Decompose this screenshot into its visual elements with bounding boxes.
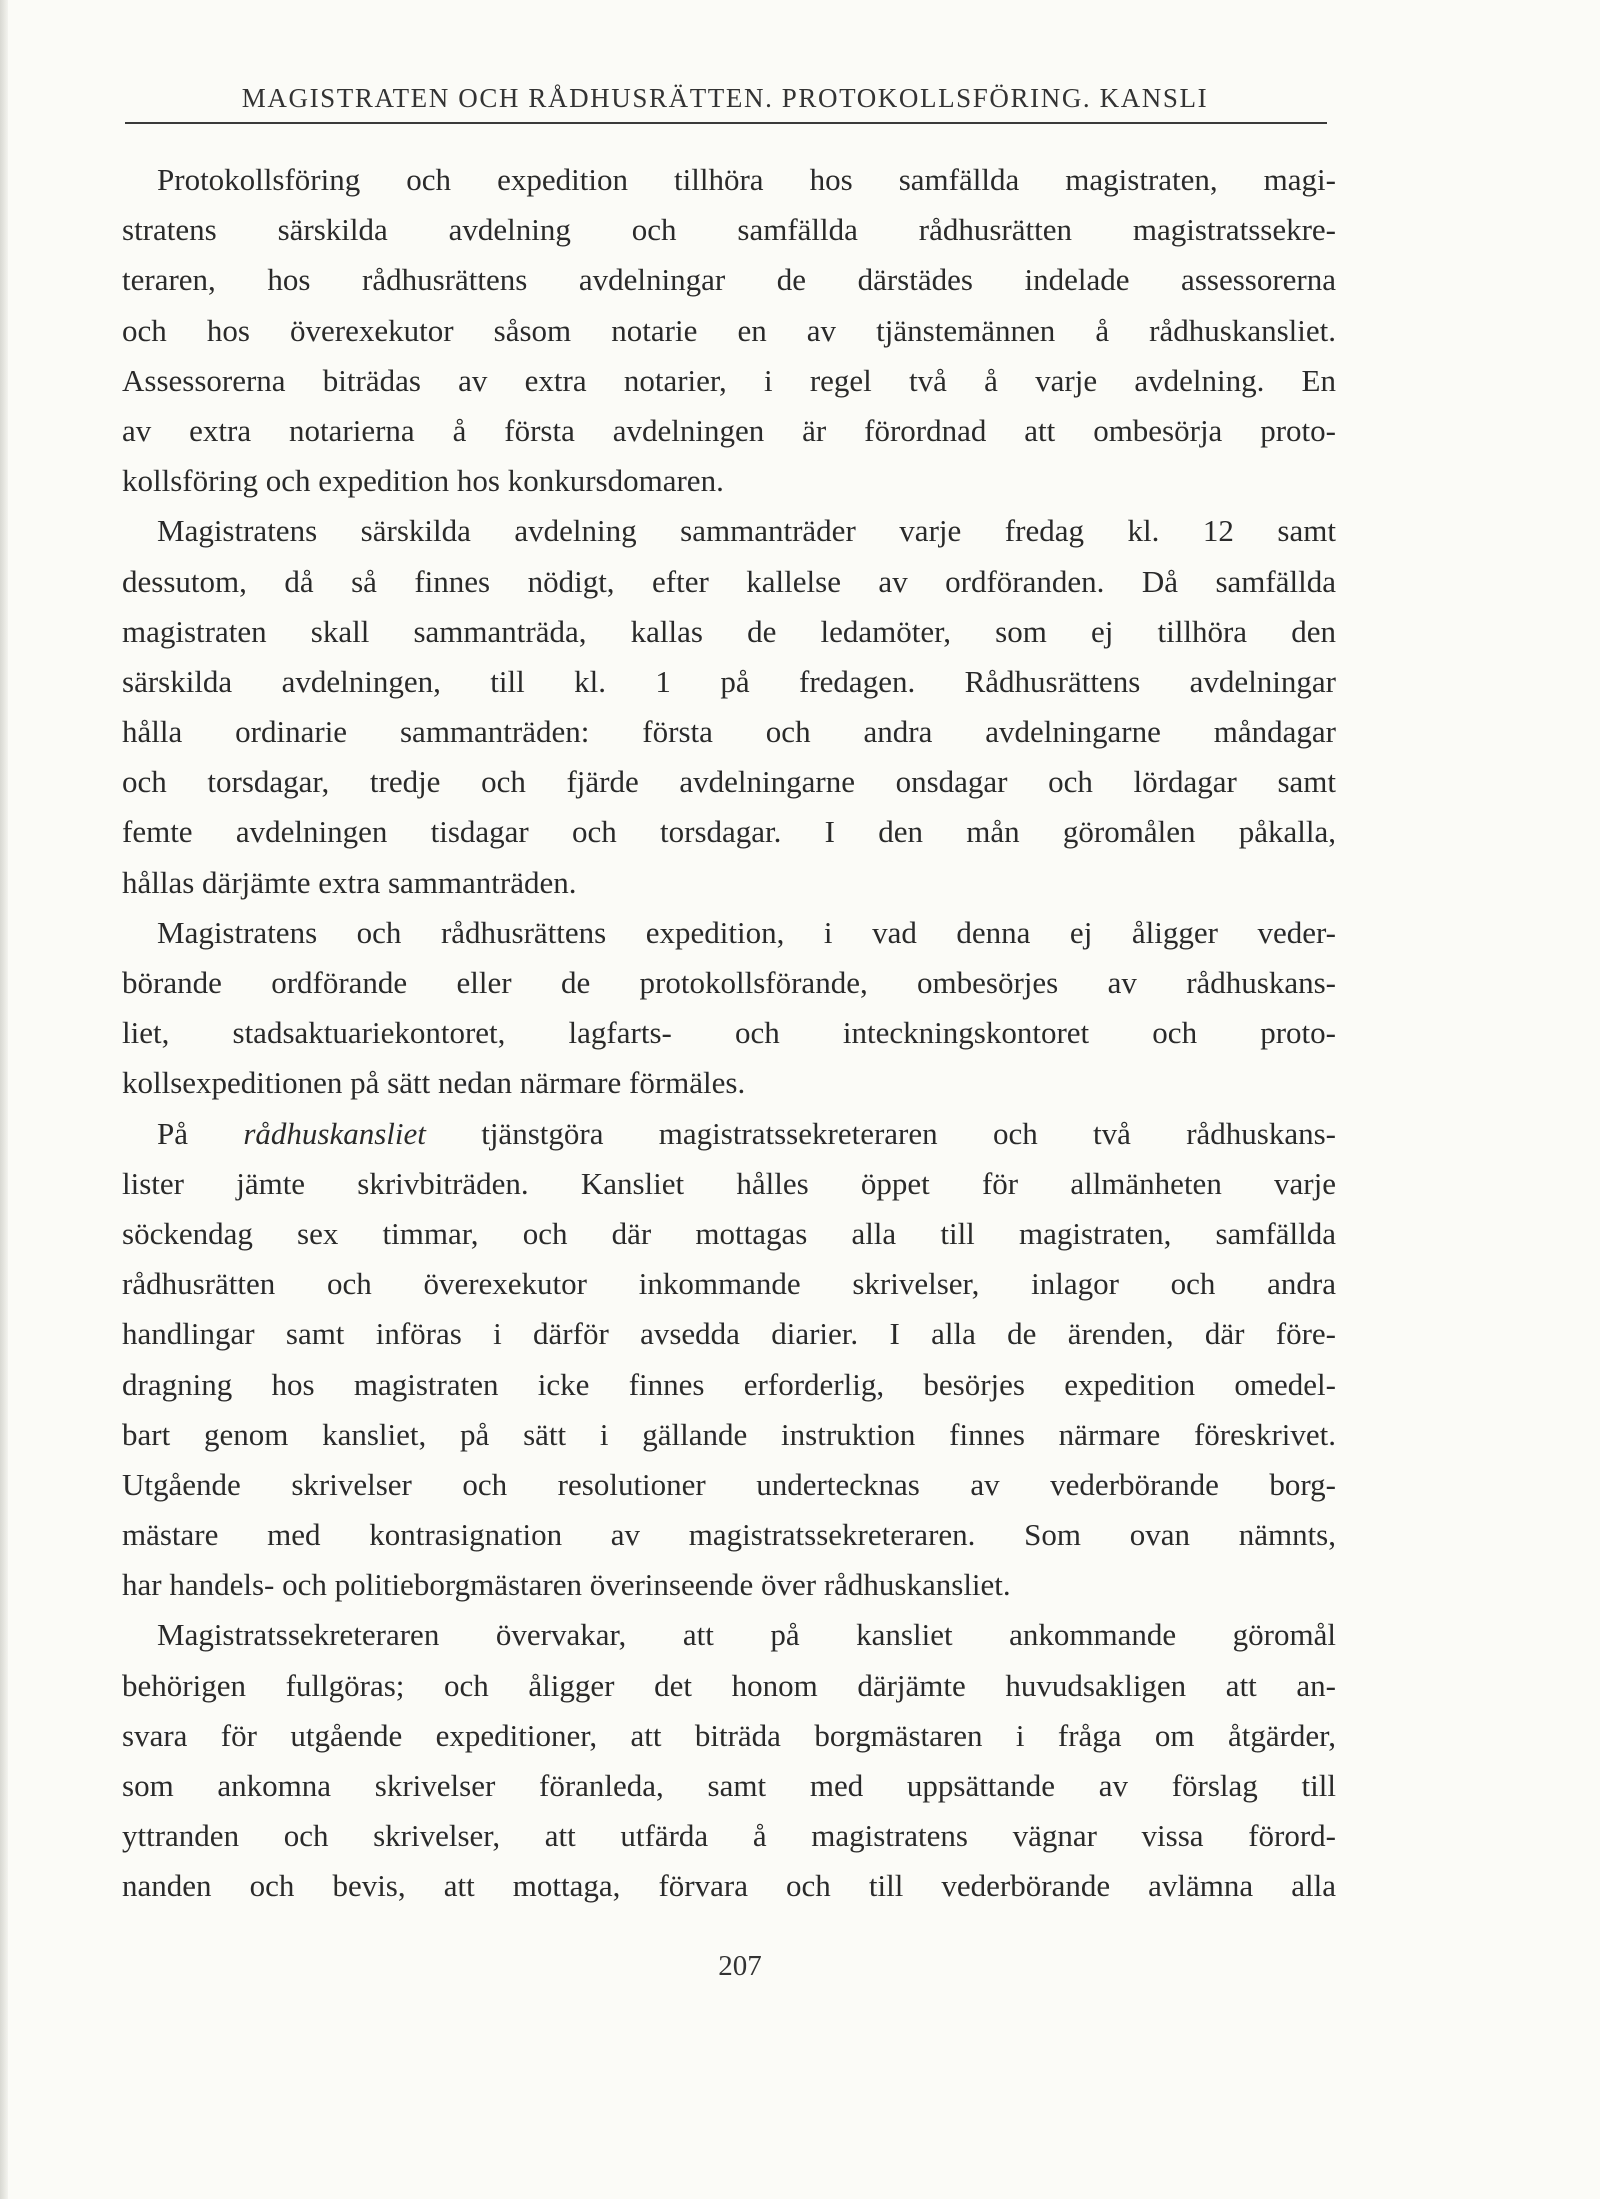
- text-line: dragning hos magistraten icke finnes erforderlig, besörjes expedition omedel-: [122, 1366, 1336, 1402]
- text-line: har handels- och politieborgmästaren överinseende över rådhuskansliet.: [122, 1567, 1011, 1603]
- paragraph-expedition: [122, 908, 1336, 1109]
- text-line: särskilda avdelningen, till kl. 1 på fredagen. Rådhusrättens avdelningar: [122, 663, 1336, 699]
- text-line: handlingar samt införas i därför avsedda diarier. I alla de ärenden, där före-: [122, 1316, 1336, 1352]
- text-line: börande ordförande eller de protokollsförande, ombesörjes av rådhuskans-: [122, 965, 1336, 1000]
- text-line: kollsexpeditionen på sätt nedan närmare förmäles.: [122, 1065, 746, 1101]
- text-line: Magistratens och rådhusrättens expedition, i vad denna ej åligger veder-: [157, 914, 1336, 950]
- text-run: tjänstgöra magistratssekreteraren och två rådhuskans-: [425, 1115, 1336, 1151]
- paragraph-magistratssekreteraren: [122, 1610, 1336, 1911]
- text-line: magistraten skall sammanträda, kallas de ledamöter, som ej tillhöra den: [122, 613, 1336, 649]
- text-line: hållas därjämte extra sammanträden.: [122, 864, 577, 900]
- text-line-with-italic: [122, 1109, 1336, 1159]
- paragraph-sammantraden: [122, 506, 1336, 908]
- body-text: [122, 155, 1336, 1912]
- text-line: nanden och bevis, att mottaga, förvara och till vederbörande avlämna alla: [122, 1868, 1336, 1904]
- text-run: På: [157, 1115, 244, 1151]
- header-rule: [125, 122, 1327, 124]
- text-line: liet, stadsaktuariekontoret, lagfarts- och inteckningskontoret och proto-: [122, 1015, 1336, 1051]
- text-line: rådhusrätten och överexekutor inkommande skrivelser, inlagor och andra: [122, 1266, 1336, 1302]
- text-line: söckendag sex timmar, och där mottagas alla till magistraten, samfällda: [122, 1215, 1336, 1251]
- text-line: teraren, hos rådhusrättens avdelningar de därstädes indelade assessorerna: [122, 262, 1336, 298]
- page-number: 207: [718, 1950, 762, 1982]
- text-line: bart genom kansliet, på sätt i gällande instruktion finnes närmare föreskrivet.: [122, 1416, 1336, 1452]
- text-line: dessutom, då så finnes nödigt, efter kallelse av ordföranden. Då samfällda: [122, 563, 1336, 599]
- running-header: MAGISTRATEN OCH RÅDHUSRÄTTEN. PROTOKOLLSFÖRING. KANSLI: [241, 83, 1209, 113]
- text-line: Magistratens särskilda avdelning sammanträder varje fredag kl. 12 samt: [157, 513, 1336, 549]
- text-line: svara för utgående expeditioner, att biträda borgmästaren i fråga om åtgärder,: [122, 1717, 1336, 1753]
- text-line: femte avdelningen tisdagar och torsdagar. I den mån göromålen påkalla,: [122, 814, 1336, 850]
- text-line: yttranden och skrivelser, att utfärda å magistratens vägnar vissa förord-: [122, 1818, 1336, 1854]
- text-line: av extra notarierna å första avdelningen är förordnad att ombesörja proto-: [122, 412, 1336, 448]
- text-line: hålla ordinarie sammanträden: första och andra avdelningarne måndagar: [122, 714, 1336, 750]
- italic-term: rådhuskansliet: [243, 1115, 426, 1151]
- paragraph-radhuskansliet: [122, 1109, 1336, 1611]
- text-line: behörigen fullgöras; och åligger det honom därjämte huvudsakligen att an-: [122, 1667, 1336, 1703]
- text-line: mästare med kontrasignation av magistratssekreteraren. Som ovan nämnts,: [122, 1517, 1336, 1553]
- text-line: Utgående skrivelser och resolutioner undertecknas av vederbörande borg-: [122, 1466, 1336, 1502]
- text-line: och hos överexekutor såsom notarie en av tjänstemännen å rådhuskansliet.: [122, 312, 1336, 348]
- text-line: Assessorerna biträdas av extra notarier, i regel två å varje avdelning. En: [122, 362, 1336, 398]
- text-line: lister jämte skrivbiträden. Kansliet hålles öppet för allmänheten varje: [122, 1165, 1336, 1201]
- text-line: Magistratssekreteraren övervakar, att på kansliet ankommande göromål: [157, 1617, 1336, 1653]
- text-line: som ankomna skrivelser föranleda, samt med uppsättande av förslag till: [122, 1768, 1336, 1803]
- text-line: och torsdagar, tredje och fjärde avdelningarne onsdagar och lördagar samt: [122, 764, 1336, 800]
- text-line: kollsföring och expedition hos konkursdomaren.: [122, 463, 724, 499]
- text-line: stratens särskilda avdelning och samfällda rådhusrätten magistratssekre-: [122, 212, 1336, 248]
- text-line: Protokollsföring och expedition tillhöra hos samfällda magistraten, magi-: [157, 162, 1336, 197]
- page-edge-shadow: [0, 0, 8, 2199]
- paragraph-protokollsforing: [122, 155, 1336, 506]
